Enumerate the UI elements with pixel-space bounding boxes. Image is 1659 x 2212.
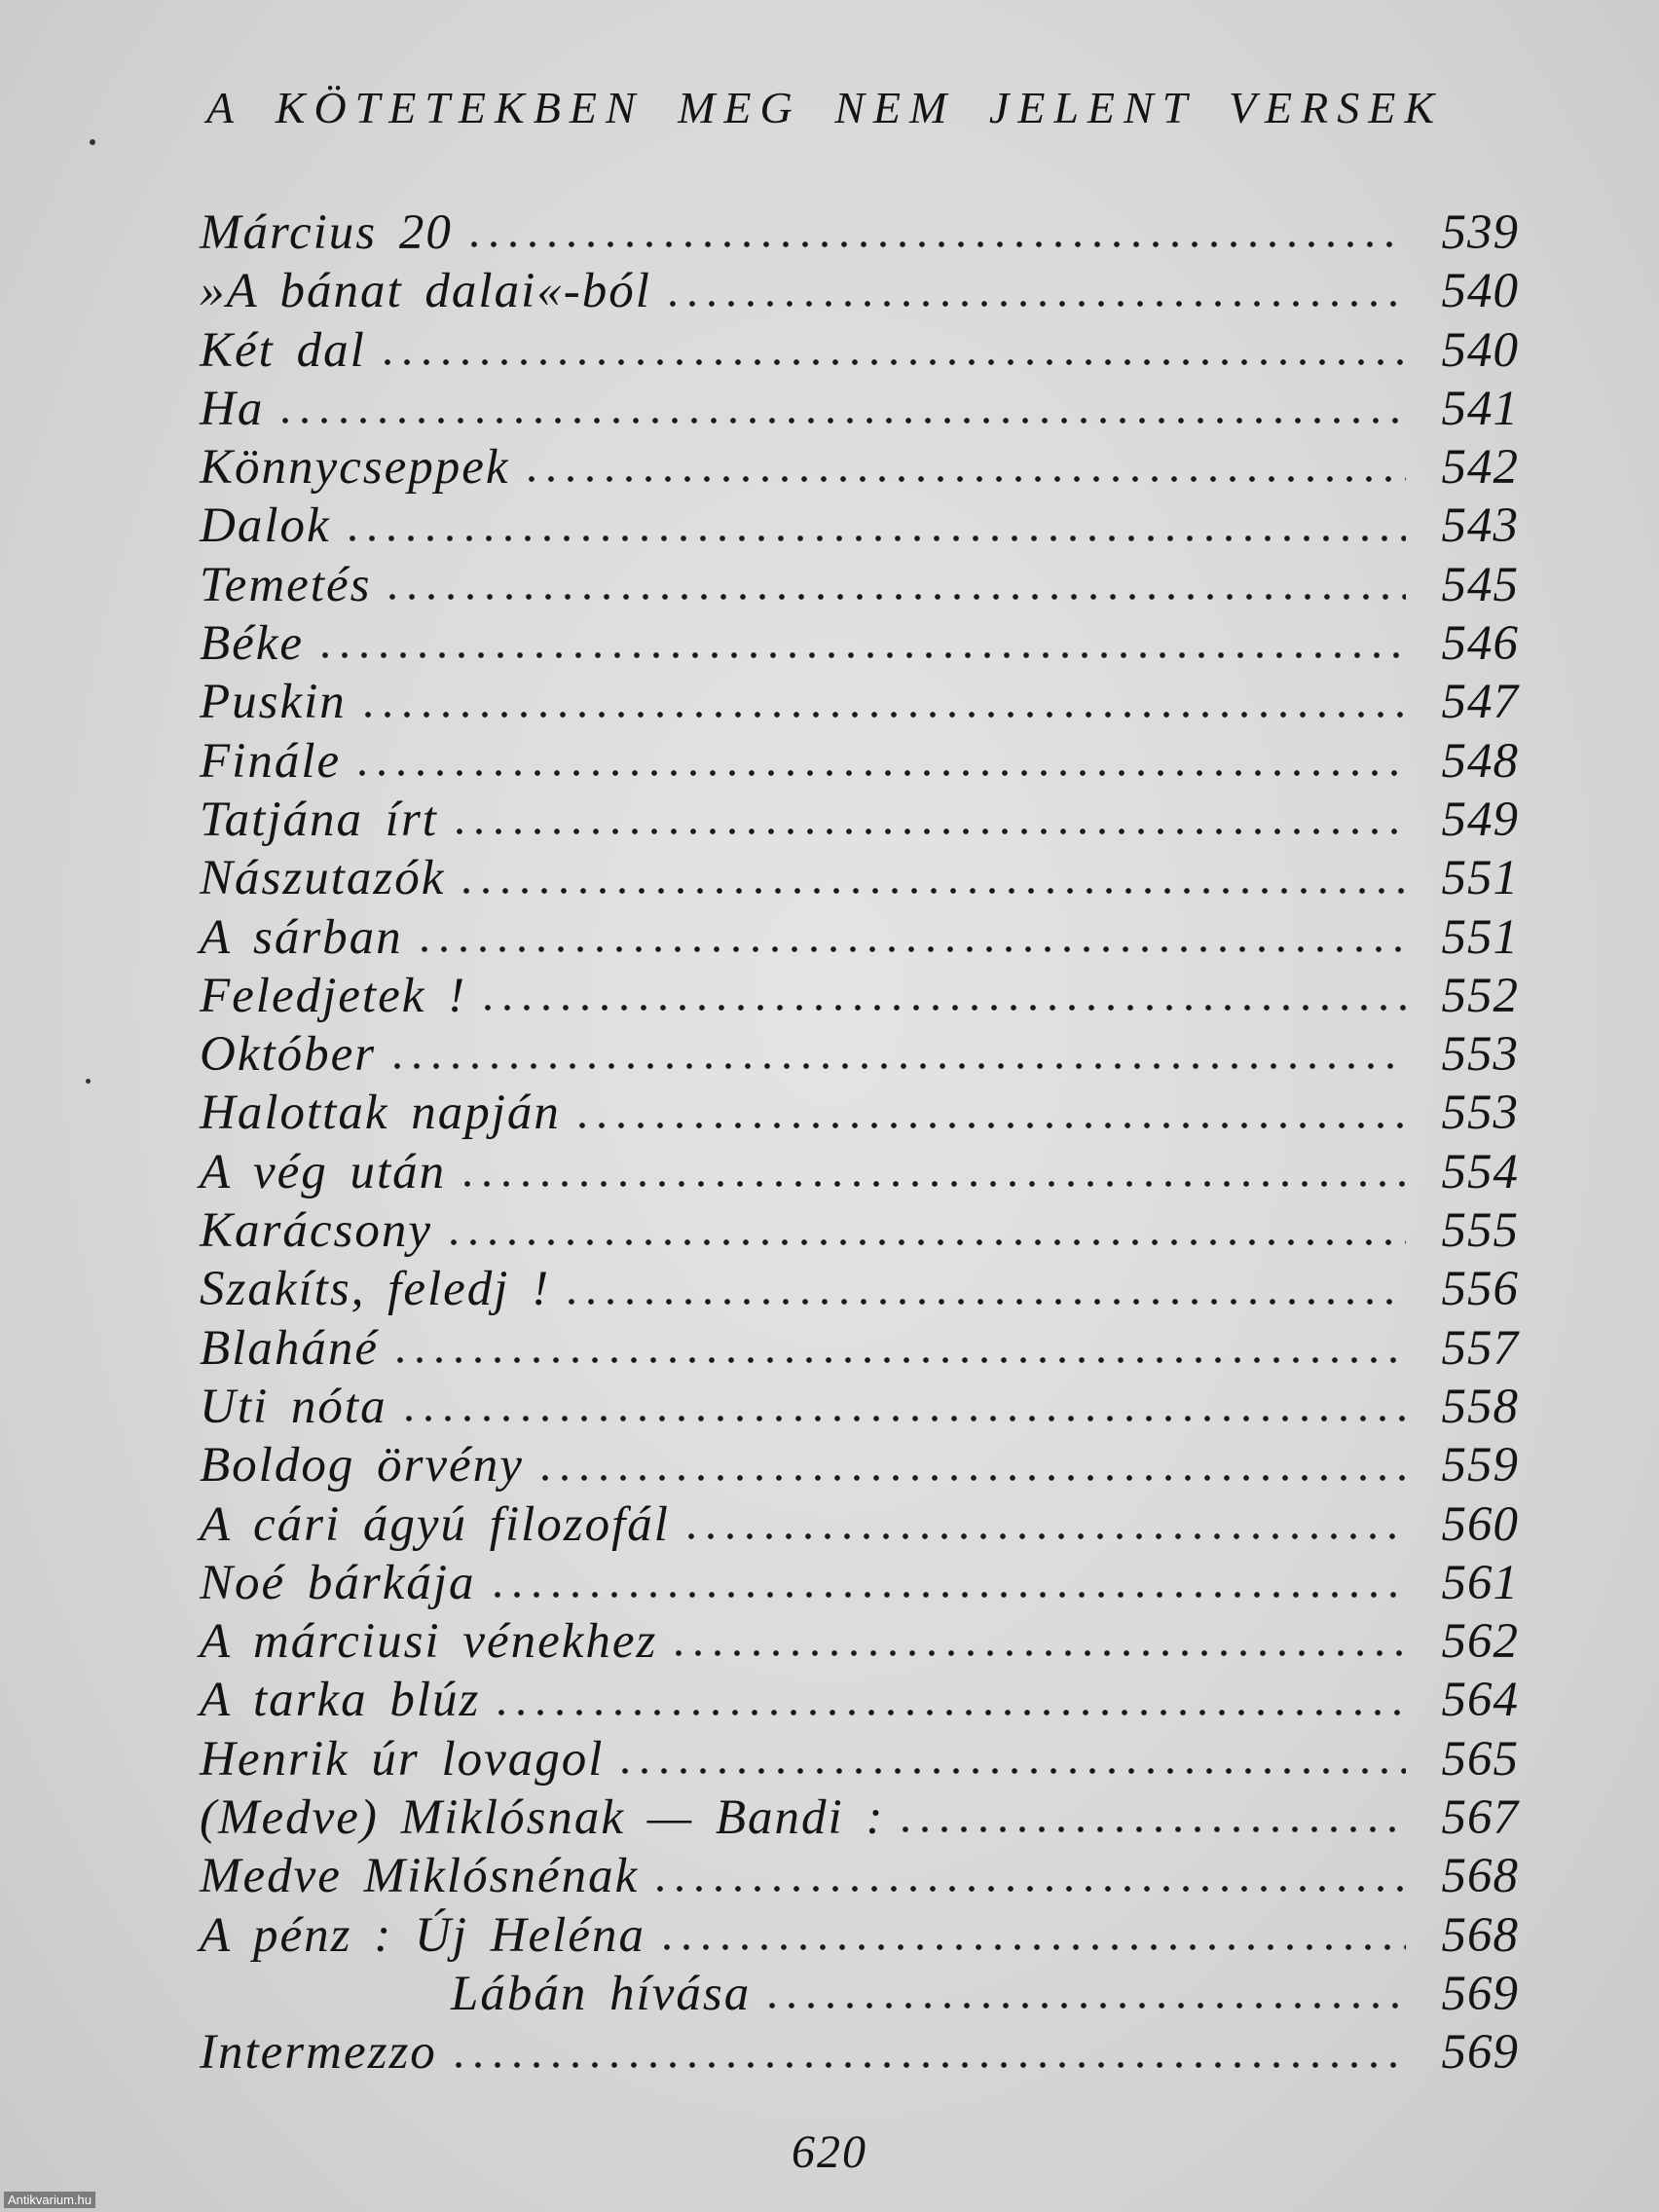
toc-entry-page: 546 <box>1441 616 1519 672</box>
toc-entry-page: 560 <box>1441 1496 1519 1552</box>
toc-entry-page: 561 <box>1441 1555 1519 1610</box>
toc-entry-page: 568 <box>1441 1849 1519 1904</box>
toc-entry-title: Ha <box>200 381 265 436</box>
dot-leader <box>615 1747 1406 1776</box>
toc-entry-page: 553 <box>1441 1086 1519 1141</box>
toc-entry <box>200 909 1519 968</box>
toc-entry-page: 569 <box>1441 1966 1519 2021</box>
page-number: 620 <box>792 2126 867 2178</box>
toc-entry-title: Finále <box>200 733 342 789</box>
toc-entry-page: 567 <box>1441 1790 1519 1846</box>
toc-entry <box>200 381 1519 439</box>
toc-entry <box>200 1907 1519 1966</box>
toc-entry-page: 543 <box>1441 498 1519 554</box>
toc-entry-page: 559 <box>1441 1438 1519 1493</box>
toc-entry-title: A vég után <box>200 1144 447 1199</box>
toc-entry-title: Puskin <box>200 675 347 730</box>
dot-leader <box>378 338 1406 367</box>
toc-entry <box>200 1731 1519 1789</box>
section-header: A KÖTETEKBEN MEG NEM JELENT VERSEK <box>206 83 1444 132</box>
table-of-contents <box>200 204 1519 2083</box>
toc-entry <box>200 1555 1519 1613</box>
toc-entry-page: 549 <box>1441 792 1519 847</box>
toc-entry-title: A cári ágyú filozofál <box>200 1496 670 1552</box>
toc-entry <box>200 1261 1519 1319</box>
dot-leader <box>387 1042 1406 1071</box>
toc-entry <box>200 1379 1519 1437</box>
toc-entry <box>200 733 1519 792</box>
toc-entry-page: 569 <box>1441 2025 1519 2081</box>
dot-leader <box>358 690 1406 719</box>
dot-leader <box>390 1336 1406 1365</box>
toc-entry <box>200 1085 1519 1143</box>
toc-entry <box>200 1496 1519 1555</box>
toc-entry-page: 553 <box>1441 1027 1519 1083</box>
toc-entry-title: Március 20 <box>200 205 453 260</box>
toc-entry <box>200 557 1519 615</box>
dot-leader <box>478 983 1406 1013</box>
dot-leader <box>464 220 1406 249</box>
toc-entry <box>200 1672 1519 1730</box>
toc-entry-page: 548 <box>1441 733 1519 789</box>
dot-leader <box>572 1101 1406 1130</box>
toc-entry-title: »A bánat dalai«-ból <box>200 264 651 319</box>
toc-entry <box>200 1437 1519 1495</box>
dot-leader <box>315 631 1406 660</box>
dot-leader <box>663 279 1406 309</box>
toc-entry-page: 545 <box>1441 557 1519 612</box>
toc-entry <box>200 792 1519 850</box>
toc-entry-title: Október <box>200 1027 377 1083</box>
toc-entry-page: 556 <box>1441 1262 1519 1317</box>
toc-entry <box>200 439 1519 498</box>
toc-entry-title: Henrik úr lovagol <box>200 1731 605 1787</box>
dot-leader <box>669 1629 1406 1658</box>
toc-entry-title: Könnycseppek <box>200 440 510 496</box>
toc-entry-title: A tarka blúz <box>200 1673 481 1728</box>
dust-speck <box>86 1079 91 1084</box>
toc-entry-page: 551 <box>1441 851 1519 906</box>
toc-entry-title: A pénz : Új Heléna <box>200 1907 645 1963</box>
dot-leader <box>492 1688 1406 1717</box>
toc-entry-title: Szakíts, feledj ! <box>200 1262 551 1317</box>
toc-entry <box>200 498 1519 556</box>
toc-entry-title: Uti nóta <box>200 1379 387 1434</box>
toc-entry-page: 542 <box>1441 440 1519 496</box>
dot-leader <box>488 1570 1406 1600</box>
dot-leader <box>399 1394 1406 1423</box>
dot-leader <box>657 1923 1406 1952</box>
toc-entry-title: A márciusi vénekhez <box>200 1614 658 1670</box>
dot-leader <box>276 396 1406 425</box>
toc-entry-page: 565 <box>1441 1731 1519 1787</box>
dot-leader <box>762 1981 1406 2010</box>
toc-entry-title: Dalok <box>200 498 331 554</box>
toc-entry-page: 554 <box>1441 1144 1519 1199</box>
dot-leader <box>682 1512 1406 1541</box>
toc-entry-title: Noé bárkája <box>200 1555 476 1610</box>
dot-leader <box>352 749 1406 778</box>
toc-entry <box>200 2024 1519 2083</box>
toc-entry-page: 552 <box>1441 968 1519 1023</box>
toc-entry-page: 547 <box>1441 675 1519 730</box>
toc-entry <box>200 1789 1519 1848</box>
watermark: Antikvarium.hu <box>4 2192 95 2208</box>
toc-entry-title: Feledjetek ! <box>200 968 467 1023</box>
toc-entry <box>200 1848 1519 1906</box>
dot-leader <box>457 866 1406 896</box>
toc-entry-page: 551 <box>1441 909 1519 965</box>
dot-leader <box>449 2041 1406 2070</box>
toc-entry-title: Blaháné <box>200 1320 379 1376</box>
toc-entry-page: 564 <box>1441 1673 1519 1728</box>
toc-entry <box>200 674 1519 732</box>
toc-entry <box>200 263 1519 321</box>
toc-entry <box>200 1320 1519 1379</box>
toc-entry-title: A sárban <box>200 909 403 965</box>
toc-entry-page: 557 <box>1441 1320 1519 1376</box>
toc-entry-title: Tatjána írt <box>200 792 438 847</box>
dot-leader <box>650 1864 1406 1894</box>
toc-entry-page: 539 <box>1441 205 1519 260</box>
toc-entry-title: Intermezzo <box>200 2025 437 2081</box>
toc-entry-page: 541 <box>1441 381 1519 436</box>
toc-entry <box>200 322 1519 381</box>
dot-leader <box>896 1805 1406 1834</box>
toc-entry-title: Medve Miklósnénak <box>200 1849 640 1904</box>
dot-leader <box>562 1277 1406 1307</box>
toc-entry-title: Temetés <box>200 557 372 612</box>
toc-entry-page: 540 <box>1441 264 1519 319</box>
dot-leader <box>343 514 1406 543</box>
dust-speck <box>90 139 95 145</box>
toc-entry-page: 558 <box>1441 1379 1519 1434</box>
dot-leader <box>450 807 1406 836</box>
toc-entry <box>200 204 1519 263</box>
toc-entry-title: Nászutazók <box>200 851 446 906</box>
toc-entry-title: Halottak napján <box>200 1086 561 1141</box>
toc-entry-title: Két dal <box>200 322 366 378</box>
toc-entry <box>200 1026 1519 1085</box>
toc-entry-title: Béke <box>200 616 305 672</box>
toc-entry <box>200 1144 1519 1202</box>
toc-entry-title: (Medve) Miklósnak — Bandi : <box>200 1790 885 1846</box>
toc-entry <box>200 1966 1519 2024</box>
dot-leader <box>415 925 1406 954</box>
toc-entry <box>200 968 1519 1026</box>
dot-leader <box>444 1218 1406 1247</box>
toc-entry-title: Boldog örvény <box>200 1438 524 1493</box>
toc-entry-page: 562 <box>1441 1614 1519 1670</box>
dot-leader <box>535 1454 1406 1483</box>
dot-leader <box>522 455 1406 484</box>
toc-entry-title: Karácsony <box>200 1203 432 1259</box>
toc-entry <box>200 1613 1519 1672</box>
toc-entry <box>200 615 1519 674</box>
toc-entry-page: 555 <box>1441 1203 1519 1259</box>
dot-leader <box>383 572 1406 602</box>
toc-entry-title: Lábán hívása <box>451 1966 752 2021</box>
toc-entry <box>200 850 1519 908</box>
toc-entry <box>200 1202 1519 1261</box>
toc-entry-page: 540 <box>1441 322 1519 378</box>
dot-leader <box>458 1160 1406 1189</box>
toc-entry-page: 568 <box>1441 1907 1519 1963</box>
